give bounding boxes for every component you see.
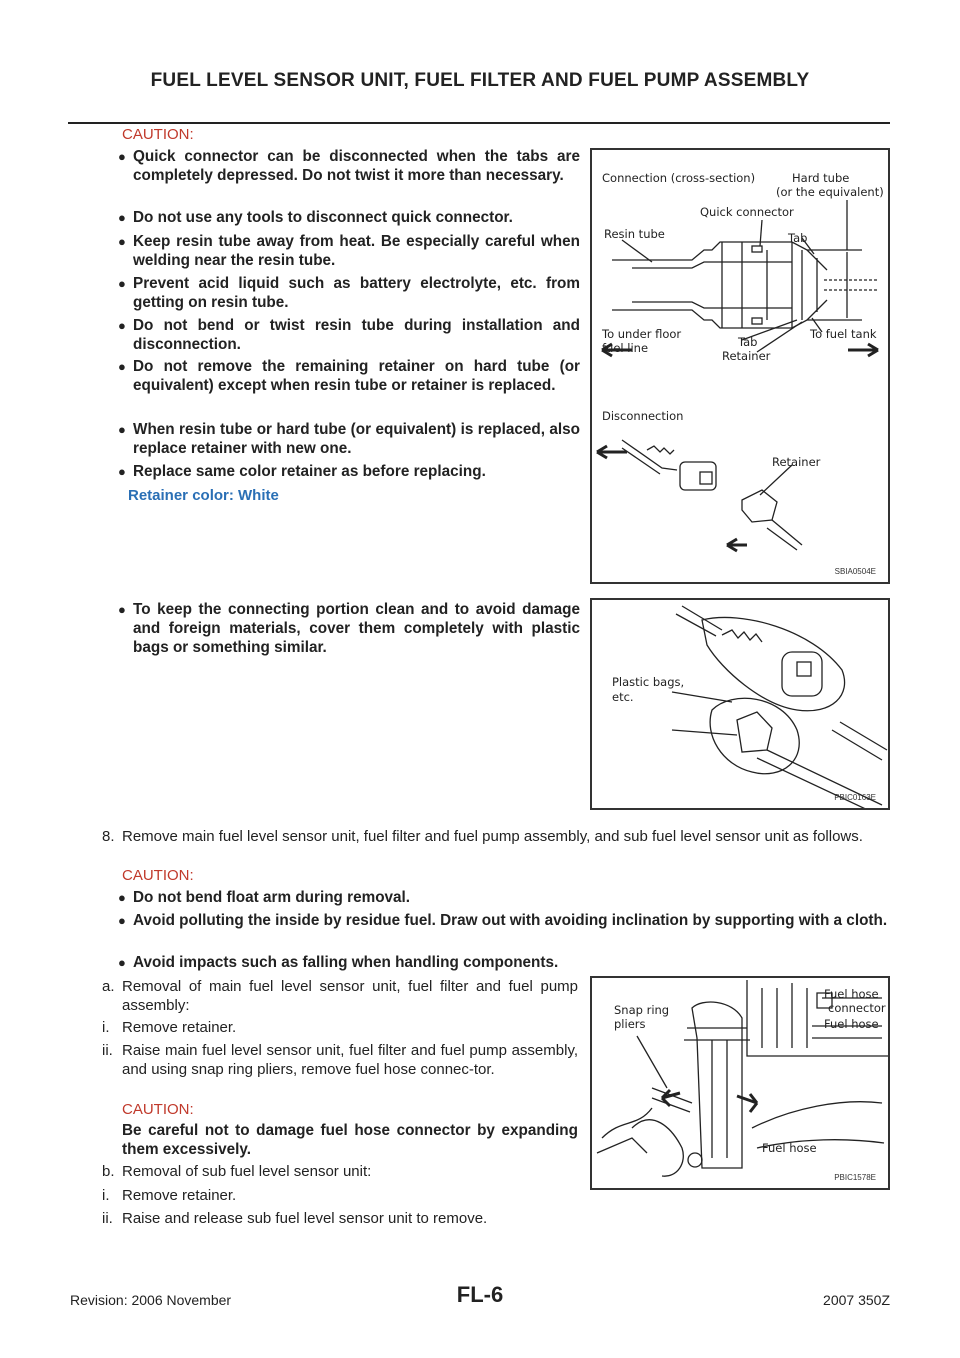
fig-label-retainer: Retainer (722, 349, 771, 363)
caution-item: ● Avoid impacts such as falling when handling components. (118, 954, 559, 971)
bullet-icon: ● (118, 955, 126, 970)
fig-label-tab-bottom: Tab (738, 335, 758, 349)
bullet-icon: ● (118, 464, 126, 479)
figure-code: PBIC1578E (834, 1173, 876, 1182)
fig-label-connection: Connection (cross-section) (602, 171, 756, 185)
plastic-bag-figure (590, 598, 890, 810)
fig-label-fuel-tank: To fuel tank (810, 327, 877, 341)
caution-item: ● Replace same color retainer as before replacing. (118, 463, 486, 480)
caution-item: ● Do not remove the remaining retainer on hard tube (or equivalent) except when resin tube or retainer is replaced. (118, 358, 580, 394)
caution-label: CAUTION: (122, 1101, 194, 1118)
fig-label-hard-tube-eq: (or the equivalent) (776, 185, 884, 199)
step-b-i: i. Remove retainer. (102, 1187, 237, 1204)
bullet-icon: ● (118, 422, 126, 437)
footer-revision: Revision: 2006 November (70, 1292, 232, 1308)
fig-label-disconnection: Disconnection (602, 409, 684, 423)
bullet-icon: ● (118, 913, 126, 928)
page-number: FL-6 (456, 1282, 504, 1307)
fig-label-resin-tube: Resin tube (604, 227, 665, 241)
fig-label-pliers: pliers (614, 1017, 646, 1031)
fig-label-snap-ring: Snap ring (614, 1003, 670, 1017)
bullet-icon: ● (118, 149, 126, 164)
bullet-icon: ● (118, 602, 126, 617)
plastic-bag-illustration (592, 600, 888, 808)
caution-item: ● Quick connector can be disconnected when the tabs are completely depressed. Do not twist it more than necessary. (118, 148, 580, 184)
page-title: FUEL LEVEL SENSOR UNIT, FUEL FILTER AND FUEL PUMP ASSEMBLY (150, 70, 810, 91)
fig-label-connector: connector (828, 1001, 886, 1015)
figure-code: SBIA0504E (834, 567, 876, 576)
caution-item: ● Avoid polluting the inside by residue fuel. Draw out with avoiding inclination by supporting with a cloth. (118, 912, 888, 929)
caution-item: ● Keep resin tube away from heat. Be especially careful when welding near the resin tube. (118, 233, 580, 269)
figure-code: PBIC0163E (834, 793, 876, 802)
caution-item: ● To keep the connecting portion clean and to avoid damage and foreign materials, cover them completely with plastic bags or something similar. (118, 601, 580, 656)
step-a-i: i. Remove retainer. (102, 1019, 237, 1036)
step-b: b. Removal of sub fuel level sensor unit: (102, 1163, 372, 1180)
bullet-icon: ● (118, 276, 126, 291)
caution-item: ● Prevent acid liquid such as battery electrolyte, etc. from getting on resin tube. (118, 275, 580, 311)
retainer-color-spec: Retainer color: White (128, 487, 279, 504)
fig-label-fuel-hose-3: Fuel hose (762, 1141, 817, 1155)
caution-label: CAUTION: (122, 126, 194, 143)
fig-label-fuel-hose-2: Fuel hose (824, 1017, 879, 1031)
fig-label-hard-tube: Hard tube (792, 171, 850, 185)
fig-label-etc: etc. (612, 690, 634, 704)
bullet-icon: ● (118, 318, 126, 333)
caution-label: CAUTION: (122, 867, 194, 884)
bullet-icon: ● (118, 234, 126, 249)
quick-connector-figure (590, 148, 890, 584)
fig-label-fuel-line: fuel line (602, 341, 649, 355)
bullet-icon: ● (118, 890, 126, 905)
fuel-hose-connector-figure (590, 976, 890, 1190)
step-a-ii: ii. Raise main fuel level sensor unit, fuel filter and fuel pump assembly, and using snap ring pliers, remove fuel hose connec-tor. (102, 1042, 578, 1078)
caution-text: Be careful not to damage fuel hose connector by expanding them excessively. (122, 1122, 578, 1158)
step-a: a. Removal of main fuel level sensor unit, fuel filter and fuel pump assembly: (102, 978, 578, 1014)
fig-label-quick-connector: Quick connector (700, 205, 794, 219)
fig-label-retainer-2: Retainer (772, 455, 821, 469)
bullet-icon: ● (118, 210, 126, 225)
step-8: 8. Remove main fuel level sensor unit, fuel filter and fuel pump assembly, and sub fuel level sensor unit as follows. (102, 828, 863, 845)
caution-item: ● Do not bend or twist resin tube during installation and disconnection. (118, 317, 580, 353)
header-divider (68, 122, 890, 124)
fig-label-under-floor: To under floor (602, 327, 682, 341)
fig-label-fuel-hose: Fuel hose (824, 987, 879, 1001)
bullet-icon: ● (118, 359, 126, 374)
caution-item: ● When resin tube or hard tube (or equivalent) is replaced, also replace retainer with new one. (118, 421, 580, 457)
caution-item: ● Do not bend float arm during removal. (118, 889, 411, 906)
fig-label-tab-top: Tab (788, 231, 808, 245)
caution-item: ● Do not use any tools to disconnect quick connector. (118, 209, 513, 226)
footer-model: 2007 350Z (823, 1292, 890, 1308)
fig-label-plastic-bags: Plastic bags, (612, 675, 685, 689)
step-b-ii: ii. Raise and release sub fuel level sensor unit to remove. (102, 1210, 488, 1227)
